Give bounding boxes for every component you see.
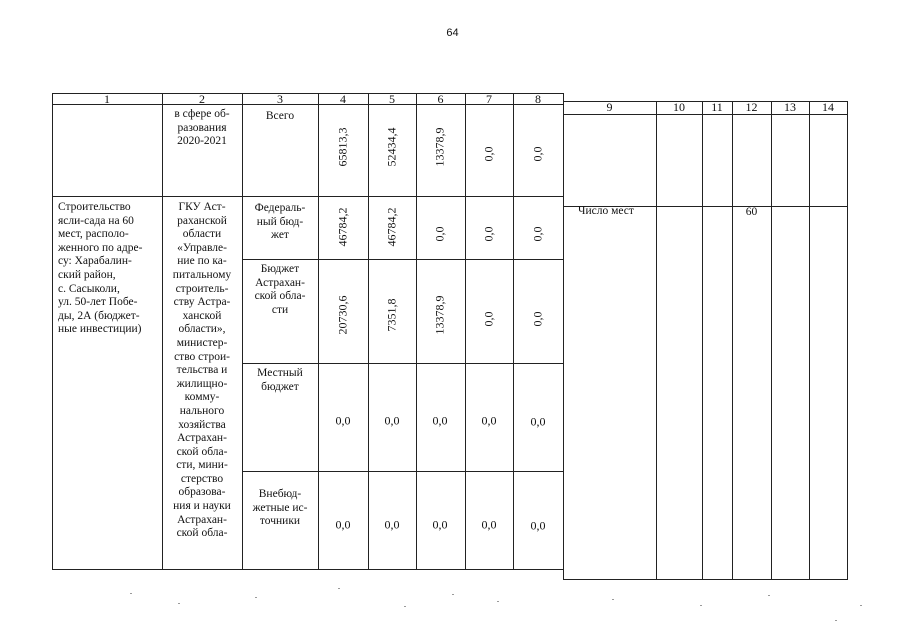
header-cell: 10	[673, 100, 685, 114]
budget-table	[52, 93, 848, 579]
regional-value: 7351,8	[384, 298, 399, 332]
extra-budgetary-value: 0,0	[384, 517, 400, 532]
table-rule	[416, 93, 417, 569]
block1-col2: в сфере об- разования 2020-2021	[174, 108, 230, 148]
table-rule	[242, 259, 563, 260]
table-rule	[563, 93, 564, 579]
local-value: 0,0	[481, 413, 497, 428]
header-cell: 4	[340, 92, 346, 106]
table-rule	[702, 101, 703, 579]
table-rule	[242, 471, 563, 472]
table-rule	[809, 101, 810, 579]
extra-budgetary-value: 0,0	[335, 517, 351, 532]
block1-source: Всего	[265, 110, 295, 122]
header-cell: 3	[277, 92, 283, 106]
federal-value: 0,0	[481, 226, 496, 242]
local-value: 0,0	[384, 413, 400, 428]
source-federal: Федераль- ный бюд- жет	[254, 202, 306, 242]
object-description: Строительство ясли-сада на 60 мест, располо- женного по адре- су: Харабалин- ский район, с. Сасыколи, ул. 50-лет Побе- ды, 2А (бюджет- ные инвестиции)	[58, 201, 143, 336]
block1-value: 0,0	[530, 146, 545, 162]
source-extra-budgetary: Внебюд- жетные ис- точники	[252, 488, 308, 528]
block1-value: 0,0	[481, 146, 496, 162]
table-rule	[52, 93, 53, 569]
table-rule	[513, 93, 514, 569]
table-rule	[465, 93, 466, 569]
regional-value: 0,0	[481, 311, 496, 327]
extra-budgetary-value: 0,0	[530, 518, 546, 533]
header-cell: 11	[711, 100, 723, 114]
extra-budgetary-value: 0,0	[481, 517, 497, 532]
regional-value: 13378,9	[432, 295, 447, 335]
header-cell: 9	[606, 100, 613, 114]
header-cell: 2	[199, 92, 205, 106]
table-rule	[318, 93, 319, 569]
federal-value: 0,0	[530, 226, 545, 242]
local-value: 0,0	[530, 414, 546, 429]
table-rule	[52, 196, 563, 197]
responsible-organization: ГКУ Аст- раханской области «Управле- ние по ка- питальному строитель- ству Астра- ханской области», министер- ство строи- тельства и жилищно- комму- нального хозяйства Астрахан- ской обла- сти, мини- стерство образова- ния и науки Астрахан- ской обла-	[172, 201, 232, 540]
table-rule	[656, 101, 657, 579]
extra-budgetary-value: 0,0	[432, 517, 448, 532]
indicator-target: 60	[745, 206, 758, 218]
scan-noise	[0, 585, 905, 640]
table-rule	[732, 101, 733, 579]
indicator-name: Число мест	[578, 205, 634, 217]
block1-value: 52434,4	[384, 127, 399, 167]
header-cell: 13	[784, 100, 796, 114]
source-local: Местный бюджет	[257, 367, 303, 393]
header-cell: 7	[486, 92, 492, 106]
block1-value: 13378,9	[432, 127, 447, 167]
local-value: 0,0	[335, 413, 351, 428]
header-cell: 5	[389, 92, 395, 106]
federal-value: 46784,2	[384, 207, 399, 247]
table-rule	[368, 93, 369, 569]
header-cell: 8	[535, 92, 541, 106]
table-rule	[771, 101, 772, 579]
local-value: 0,0	[432, 413, 448, 428]
table-rule	[563, 579, 848, 580]
federal-value: 0,0	[432, 226, 447, 242]
table-rule	[847, 101, 848, 579]
table-rule	[242, 363, 563, 364]
federal-value: 46784,2	[335, 207, 350, 247]
header-cell: 1	[104, 92, 110, 106]
block1-value: 65813,3	[335, 127, 350, 167]
header-cell: 12	[745, 100, 758, 114]
header-cell: 6	[437, 92, 444, 106]
regional-value: 0,0	[530, 311, 545, 327]
regional-value: 20730,6	[335, 295, 350, 335]
source-regional: Бюджет Астрахан- ской обла- сти	[254, 263, 306, 316]
header-cell: 14	[822, 100, 834, 114]
page-number: 64	[446, 27, 459, 39]
table-rule	[52, 569, 563, 570]
table-rule	[563, 114, 848, 115]
